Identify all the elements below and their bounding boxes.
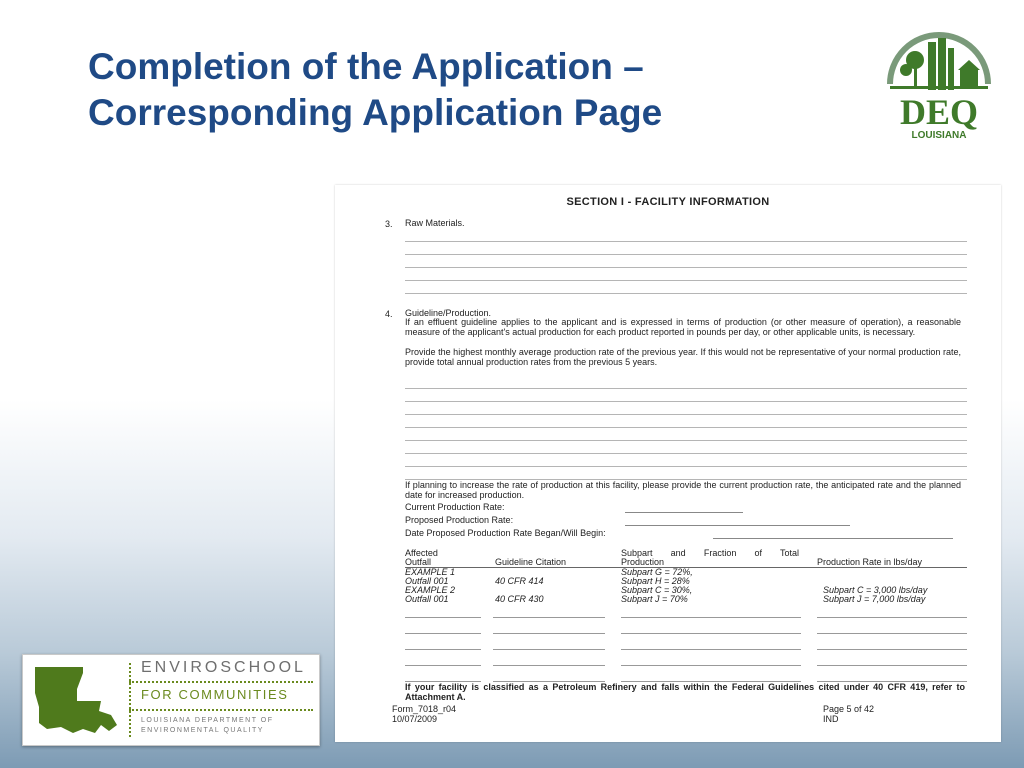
form-id: Form_7018_r04 [392,704,457,714]
example1-subpart-2: Subpart H = 28% [621,576,690,586]
form-date: 10/07/2009 [392,714,438,724]
answer-line [405,401,967,402]
form-code: IND [823,714,839,724]
example2-citation: 40 CFR 430 [495,594,544,604]
example1-outfall-2: Outfall 001 [405,576,449,586]
answer-line [405,453,967,454]
col-subpart-header-2: Production [621,557,665,567]
answer-line [405,427,967,428]
deq-logo [880,20,998,142]
example2-subpart-1: Subpart C = 30%, [621,585,693,595]
item-3-number: 3. [385,219,393,229]
department-line1: LOUISIANA DEPARTMENT OF [141,717,274,724]
answer-line [405,241,967,242]
answer-line [405,388,967,389]
proposed-rate-blank [625,525,850,526]
item-3-label: Raw Materials. [405,218,465,228]
production-paragraph: Provide the highest monthly average production rate of the previous year. If this would not be representative of your normal production rate, provide total annual production rates from the previous 5 years. [405,347,961,367]
slide-title [88,44,662,136]
answer-line [405,267,967,268]
enviroschool-title: ENVIROSCHOOL [141,659,306,676]
answer-line [405,254,967,255]
logo-divider [129,709,313,712]
enviroschool-logo [22,654,320,746]
col-subpart-header-1: Subpart and Fraction of Total [621,548,799,558]
col-rate-header: Production Rate in lbs/day [817,557,923,567]
slide-title-line2: Corresponding Application Page [88,92,663,133]
answer-line [405,280,967,281]
increase-paragraph: If planning to increase the rate of production at this facility, please provide the current production rate, the anticipated rate and the planned date for increased production. [405,480,961,500]
item-4-label: Guideline/Production. [405,308,492,318]
current-rate-blank [625,512,743,513]
col-citation-header: Guideline Citation [495,557,567,567]
answer-line [405,293,967,294]
example2-outfall-1: EXAMPLE 2 [405,585,456,595]
logo-divider-vertical [129,663,133,737]
section-heading: SECTION I - FACILITY INFORMATION [566,196,770,208]
example1-outfall-1: EXAMPLE 1 [405,567,456,577]
example2-rate-2: Subpart J = 7,000 lbs/day [823,594,926,604]
enviroschool-subtitle: FOR COMMUNITIES [141,687,289,702]
example1-citation: 40 CFR 414 [495,576,544,586]
example2-subpart-2: Subpart J = 70% [621,594,688,604]
department-line2: ENVIRONMENTAL QUALITY [141,727,264,734]
deq-logo-name: DEQ [899,92,979,132]
example2-outfall-2: Outfall 001 [405,594,449,604]
slide-title-line1: Completion of the Application – [88,46,644,87]
current-rate-label: Current Production Rate: [405,502,505,512]
col-outfall-header-2: Outfall [405,557,432,567]
proposed-rate-label: Proposed Production Rate: [405,515,514,525]
example2-rate-1: Subpart C = 3,000 lbs/day [823,585,928,595]
answer-line [405,440,967,441]
enviroschool-department [141,716,274,736]
date-label: Date Proposed Production Rate Began/Will Begin: [405,528,606,538]
answer-line [405,414,967,415]
application-page-image [335,185,1001,742]
col-outfall-header-1: Affected [405,548,438,558]
louisiana-state-icon [31,663,121,737]
page-number: Page 5 of 42 [823,704,875,714]
guideline-paragraph: If an effluent guideline applies to the applicant and is expressed in terms of production (or other measure of operation), a reasonable measure of the applicant's actual production for each product reported in pounds per day, or other applicable units, is necessary. [405,317,961,337]
deq-logo-state: LOUISIANA [911,130,967,141]
example1-subpart-1: Subpart G = 72%, [621,567,693,577]
item-4-number: 4. [385,309,393,319]
date-blank [713,538,953,539]
petroleum-refinery-note: If your facility is classified as a Petroleum Refinery and falls within the Federal Guidelines cited under 40 CFR 419, refer to Attachment A. [405,682,965,702]
answer-line [405,466,967,467]
logo-divider [129,681,313,684]
